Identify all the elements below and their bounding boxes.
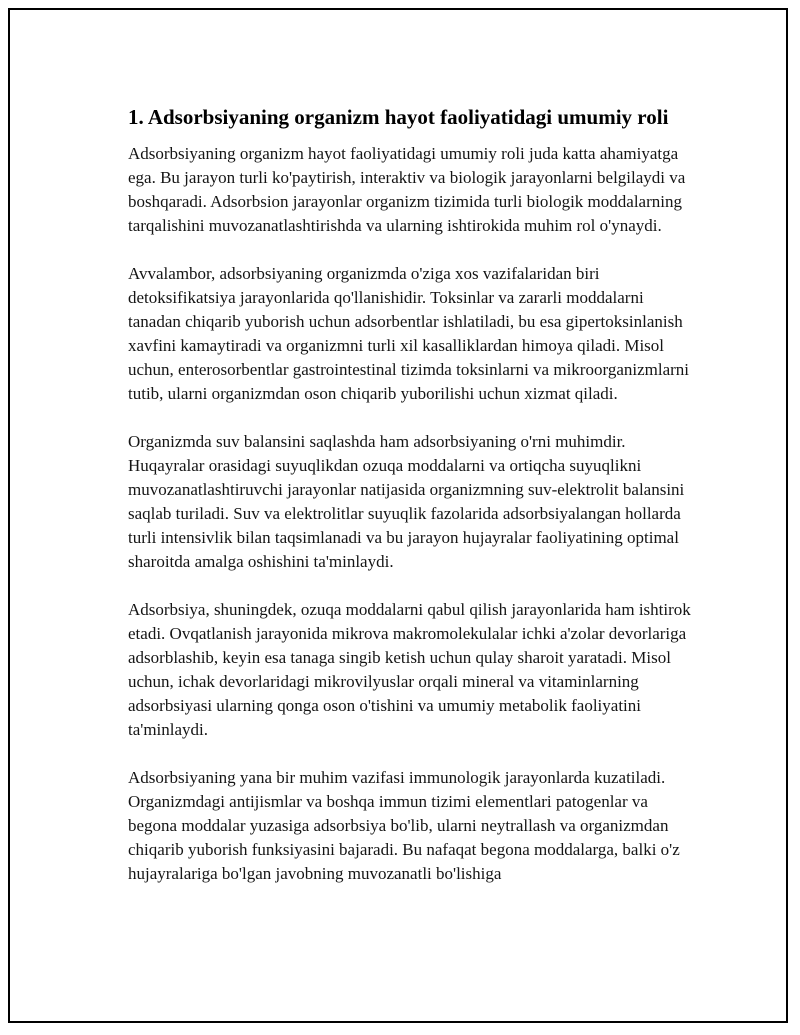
paragraph-nutrient-absorption: Adsorbsiya, shuningdek, ozuqa moddalarni qabul qilish jarayonlarida ham ishtirok etadi. Ovqatlanish jarayonida mikrova makromolekulalar ichki a'zolar devorlariga adsorblashib, keyin esa tanaga singib ketish uchun qulay sharoit yaratadi. Misol uchun, ichak devorlaridagi mikrovilyuslar orqali mineral va vitaminlarning adsorbsiyasi ularning qonga oson o'tishini va umumiy metabolik faoliyatini ta'minlaydi. xyxy=(128,600,691,739)
paragraph-immunology: Adsorbsiyaning yana bir muhim vazifasi immunologik jarayonlarda kuzatiladi. Organizmdagi antijismlar va boshqa immun tizimi elementlari patogenlar va begona moddalar yuzasiga adsorbsiya bo'lib, ularni neytrallash va organizmdan chiqarib yuborish funksiyasini bajaradi. Bu nafaqat begona moddalarga, balki o'z hujayralariga bo'lgan javobning muvozanatli bo'lishiga xyxy=(128,768,680,883)
paragraph-intro: Adsorbsiyaning organizm hayot faoliyatidagi umumiy roli juda katta ahamiyatga ega. Bu jarayon turli ko'paytirish, interaktiv va biologik jarayonlarni belgilaydi va boshqaradi. Adsorbsion jarayonlar organizm tizimida turli biologik moddalarning tarqalishini muvozanatlashtirishda va ularning ishtirokida muhim rol o'ynaydi. xyxy=(128,144,686,235)
document-body xyxy=(128,104,698,910)
paragraph-detoxification: Avvalambor, adsorbsiyaning organizmda o'ziga xos vazifalaridan biri detoksifikatsiya jarayonlarida qo'llanishidir. Toksinlar va zararli moddalarni tanadan chiqarib yuborish uchun adsorbentlar ishlatiladi, bu esa gipertoksinlanish xavfini kamaytiradi va organizmni turli xil kasalliklardan himoya qiladi. Misol uchun, enterosorbentlar gastrointestinal tizimda toksinlarni va mikroorganizmlarni tutib, ularni organizmdan oson chiqarib yuborilishi uchun xizmat qiladi. xyxy=(128,264,690,403)
page-frame xyxy=(8,8,788,1023)
section-heading: 1. Adsorbsiyaning organizm hayot faoliyatidagi umumiy roli xyxy=(128,105,669,129)
paragraph-water-balance: Organizmda suv balansini saqlashda ham adsorbsiyaning o'rni muhimdir. Huqayralar orasidagi suyuqlikdan ozuqa moddalarni va ortiqcha suyuqlikni muvozanatlashtiruvchi jarayonlar natijasida organizmning suv-elektrolit balansini saqlab turiladi. Suv va elektrolitlar suyuqlik fazolarida adsorbsiyalangan hollarda turli intensivlik bilan taqsimlanadi va bu jarayon hujayralar faoliyatining optimal sharoitda amalga oshishini ta'minlaydi. xyxy=(128,432,685,571)
